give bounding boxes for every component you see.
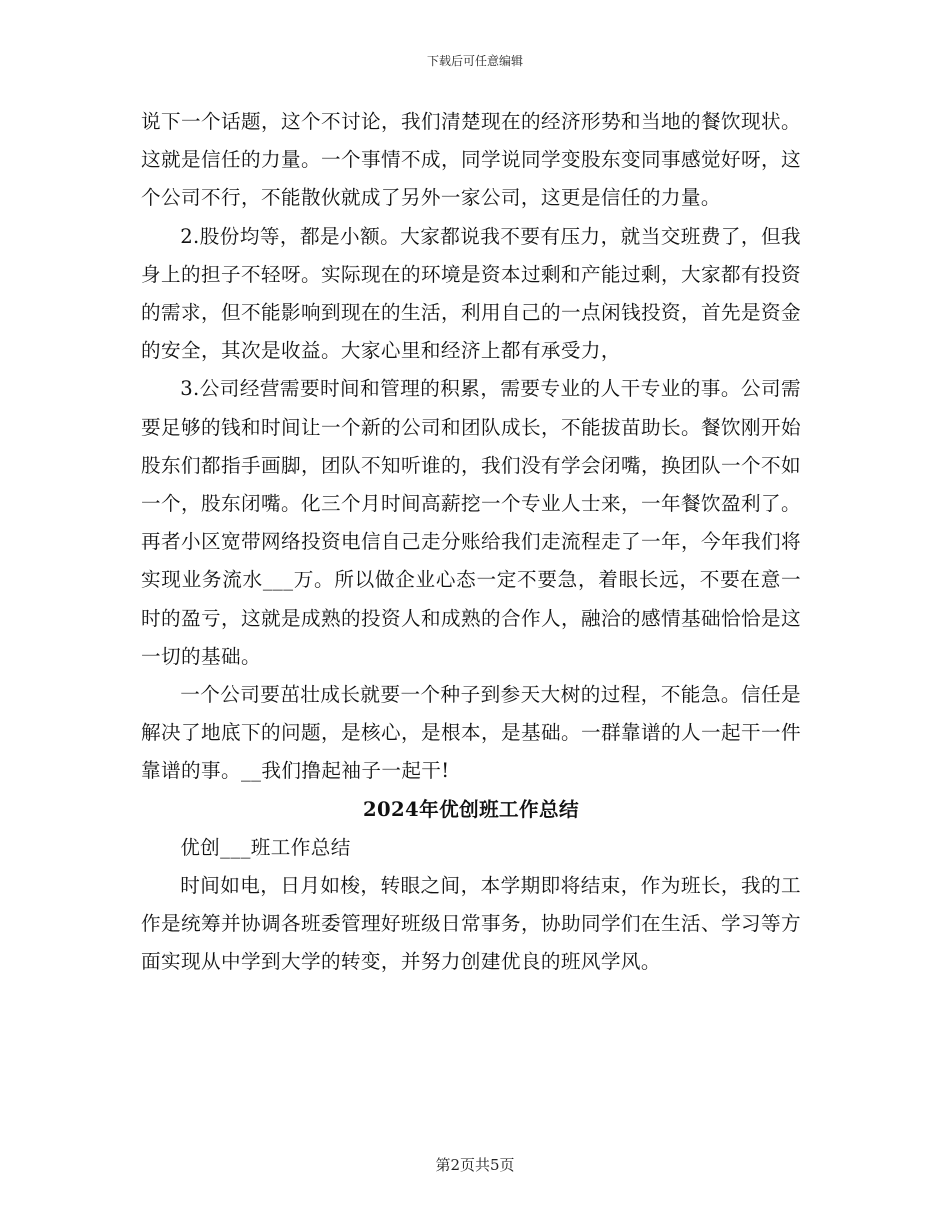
section-body: 时间如电，日月如梭，转眼之间，本学期即将结束，作为班长，我的工作是统筹并协调各班委管理好班级日常事务，协助同学们在生活、学习等方面实现从中学到大学的转变，并努力创建优良的班风学风。	[141, 874, 801, 974]
section-title: 2024年优创班工作总结	[362, 797, 580, 821]
section-subtitle: 优创___班工作总结	[180, 835, 351, 859]
paragraph-4: 一个公司要茁壮成长就要一个种子到参天大树的过程，不能急。信任是解决了地底下的问题，是核心，是根本，是基础。一群靠谱的人一起干一件靠谱的事。__我们撸起袖子一起干!	[141, 683, 801, 783]
paragraph-2: 2.股份均等，都是小额。大家都说我不要有压力，就当交班费了，但我身上的担子不轻呀。实际现在的环境是资本过剩和产能过剩，大家都有投资的需求，但不能影响到现在的生活，利用自己的一点闲钱投资，首先是资金的安全，其次是收益。大家心里和经济上都有承受力，	[141, 224, 801, 363]
page-header-note: 下载后可任意编辑	[426, 54, 523, 68]
page-number: 第2页共5页	[435, 1156, 515, 1174]
document-body	[141, 103, 801, 982]
paragraph-3: 3.公司经营需要时间和管理的积累，需要专业的人干专业的事。公司需要足够的钱和时间让一个新的公司和团队成长，不能拔苗助长。餐饮刚开始股东们都指手画脚，团队不知听谁的，我们没有学会闭嘴，换团队一个不如一个，股东闭嘴。化三个月时间高薪挖一个专业人士来，一年餐饮盈利了。再者小区宽带网络投资电信自己走分账给我们走流程走了一年，今年我们将实现业务流水___万。所以做企业心态一定不要急，着眼长远，不要在意一时的盈亏，这就是成熟的投资人和成熟的合作人，融洽的感情基础恰恰是这一切的基础。	[141, 377, 801, 668]
paragraph-1: 说下一个话题，这个不讨论，我们清楚现在的经济形势和当地的餐饮现状。这就是信任的力量。一个事情不成，同学说同学变股东变同事感觉好呀，这个公司不行，不能散伙就成了另外一家公司，这更是信任的力量。	[141, 110, 801, 210]
